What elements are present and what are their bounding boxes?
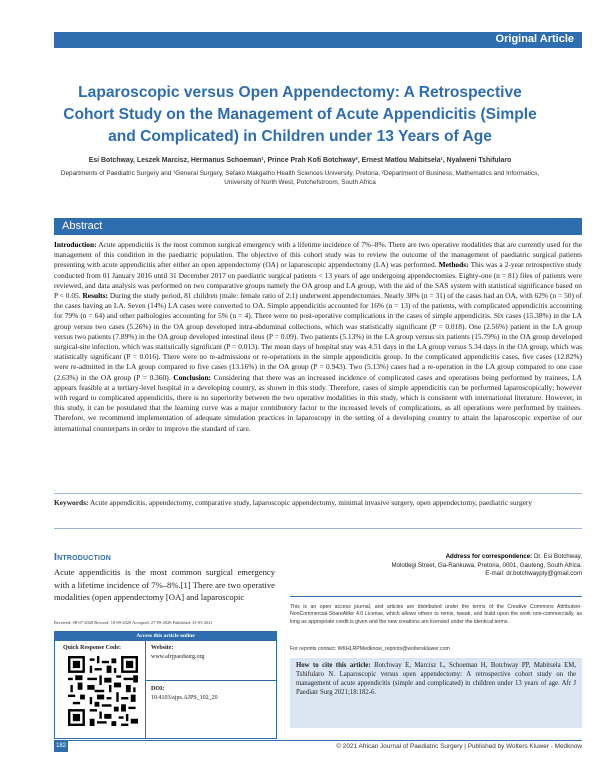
abstract-banner: [54, 218, 582, 235]
section-banner: [54, 32, 582, 48]
footer-divider: [54, 740, 582, 741]
introduction-heading: Introduction: [54, 551, 112, 563]
citation-text: [296, 661, 576, 697]
author-list: Esi Botchway, Leszek Marcisz, Hermanus Schoeman¹, Prince Prah Kofi Botchway², Ernest Matlou Mabitsela¹, Nyalweni Tshifularo: [88, 157, 512, 164]
keywords-text: Acute appendicitis, appendectomy, comparative study, laparoscopic appendectomy, minimal invasive surgery, open appendectomy, paediatric surgery: [89, 498, 533, 507]
correspondence-name: Dr. Esi Botchway,: [533, 553, 582, 560]
article-title: Laparoscopic versus Open Appendectomy: A Retrospective Cohort Study on the Management of Acute Appendicitis (Simple and Complicated) in Children under 13 Years of Age: [63, 84, 537, 145]
doi-label: DOI:: [151, 686, 165, 692]
footer-copyright: © 2021 African Journal of Paediatric Surgery | Published by Wolters Kluwer - Medknow: [336, 743, 582, 750]
correspondence-label: Address for correspondence:: [445, 553, 533, 560]
abstract-intro: Acute appendicitis is the most common surgical emergency with a lifetime incidence of 7%–8%. There are two operative modalities that are currently used for the management of this condition in the paediatric population. The objective of this cohort study was to review the outcome of the management of paediatric surgical patients presenting with acute appendicitis after either an open appendectomy (OA) or laparoscopic appendectomy (LA) was performed.: [54, 240, 582, 270]
section-label: Original Article: [495, 33, 574, 45]
abstract-results: During the study period, 81 children (male: female ratio of 2:1) underwent appendectomies. Nearly 38% (n = 31) of the cases had an OA, with 62% (n = 50) of the cases having an LA. Seven (14%) LA cases were converted to OA. Simple appendicitis accounted for 16% (n = 13) of the patients, with complicated appendicitis accounting for 79% (n = 64) and other pathologies accounting for 5% (n = 4). There were no post-operative complications in the cases of simple appendicitis. Six cases (15.38%) in the LA group versus two cases (5.26%) in the OA group developed intra-abdominal collections, which was statistically significant (P = 0.018). One (2.56%) patient in the LA group versus two patients (7.89%) in the OA group developed intestinal ileus (P = 0.09). Two patients (5.13%) in the LA group versus six patients (15.79%) in the OA group developed surgical-site infection, which was statistically significant (P = 0.013). The mean days of hospital stay was 4.51 days in the LA group versus 5.34 days in the OA group, which was statistically significant (P = 0.016). There were no re-admissions or re-operations in the simple appendicitis group. In the complicated appendicitis cases, five cases (12.82%) were re-admitted in the LA group compared to five cases (13.16%) in the OA group (P = 0.943). Two (5.13%) cases had a re-operation in the LA group compared to one case (2.63%) in the OA group (P = 0.360).: [54, 291, 582, 382]
abstract-conclusion-label: Conclusion:: [173, 372, 212, 382]
abstract-divider: [54, 493, 582, 494]
website-link[interactable]: www.afrjpaedsurg.org: [151, 654, 205, 660]
correspondence-divider: [290, 596, 582, 597]
website-label: Website:: [151, 645, 174, 651]
abstract-conclusion: Considering that there was an increased incidence of complicated cases and operations being performed by trainees, LA appears feasible at a tertiary-level hospital in a developing country, as shown in this study. Therefore, cases of simple appendicitis can be performed laparoscopically; however with regard to complicated appendicitis, there is no superiority between the two operative modalities in this study, which is consistent with international literature. However, in this study, it can be postulated that the learning curve was a major contributory factor to the increased levels of complications, as all operations were performed by trainees. Therefore, we recommend implementation of adequate simulation practices in laparoscopy in the setting of a developing country to attain the laparoscopic expertise of our international counterparts in order to improve the standard of care.: [54, 372, 583, 433]
correspondence-address: Molotlegi Street, Ga-Rankuwa, Pretoria, 0001, Gauteng, South Africa.: [391, 561, 582, 569]
open-access-notice: This is an open access journal, and articles are distributed under the terms of the Creative Commons Attribution-NonCommercial-ShareAlike 4.0 License, which allows others to remix, tweak, and build upon the work non-commercially, as long as appropriate credit is given and the new creations are licensed under the identical terms.: [290, 604, 582, 625]
access-heading: Access this article online: [55, 632, 276, 641]
abstract-body: [54, 240, 582, 434]
citation-label: How to cite this article:: [296, 662, 371, 669]
abstract-methods: This was a 2-year retrospective study conducted from 01 January 2016 until 31 December 2017 on paediatric surgical patients < 13 years of age undergoing appendectomies. Eighty-one (n = 81) files of patients were reviewed, and data analysis was performed on two comparative groups namely the OA group and LA group, with the aid of the SAS system with statistical significance based on P < 0.05.: [54, 260, 582, 301]
correspondence-email[interactable]: E-mail: dr.botchwaypty@gmail.com: [485, 570, 582, 578]
box-divider-vertical: [145, 641, 146, 738]
introduction-text: Acute appendicitis is the most common surgical emergency with a lifetime incidence of 7%–8%.[1] There are two operative modalities (open appendectomy [OA] and laparoscopic: [54, 567, 275, 603]
keywords-divider: [54, 528, 582, 529]
qr-code-icon[interactable]: [68, 656, 138, 726]
citation-box: [290, 658, 582, 728]
doi-link[interactable]: 10.4103/ajps.AJPS_102_20: [151, 695, 218, 701]
reprints-contact: For reprints contact: WKHLRPMedknow_reprints@wolterskluwer.com: [290, 646, 450, 652]
keywords: [54, 498, 582, 508]
correspondence-block: [290, 553, 582, 579]
page-number: 182: [54, 741, 68, 752]
abstract-results-label: Results:: [82, 291, 108, 301]
citation-body: Botchway E, Marcisz L, Schoeman H, Botchway PP, Mabitsela EM, Tshifularo N. Laparoscopic versus open appendectomy: A retrospective cohort study on the management of acute appendicitis (simple and complicated) in children under 13 years of age. Afr J Paediatr Surg 2021;18:182-6.: [296, 662, 576, 697]
access-online-box: [54, 631, 277, 739]
abstract-intro-label: Introduction:: [54, 240, 97, 249]
keywords-label: Keywords:: [54, 498, 89, 507]
qr-label: Quick Response Code:: [63, 645, 122, 651]
box-divider-horizontal: [145, 680, 276, 681]
abstract-methods-label: Methods:: [438, 260, 469, 270]
publication-dates: Received: 08-07-2020 Revised: 10-09-2020 Accepted: 27-09-2020 Published: 31-05-2021: [54, 620, 213, 625]
abstract-heading: Abstract: [62, 220, 103, 232]
affiliations: Departments of Paediatric Surgery and ¹General Surgery, Sefako Makgatho Health Sciences University, Pretoria, ²Department of Business, Mathematics and Informatics, University of North West, Potchefstroom, South Africa: [60, 170, 540, 186]
